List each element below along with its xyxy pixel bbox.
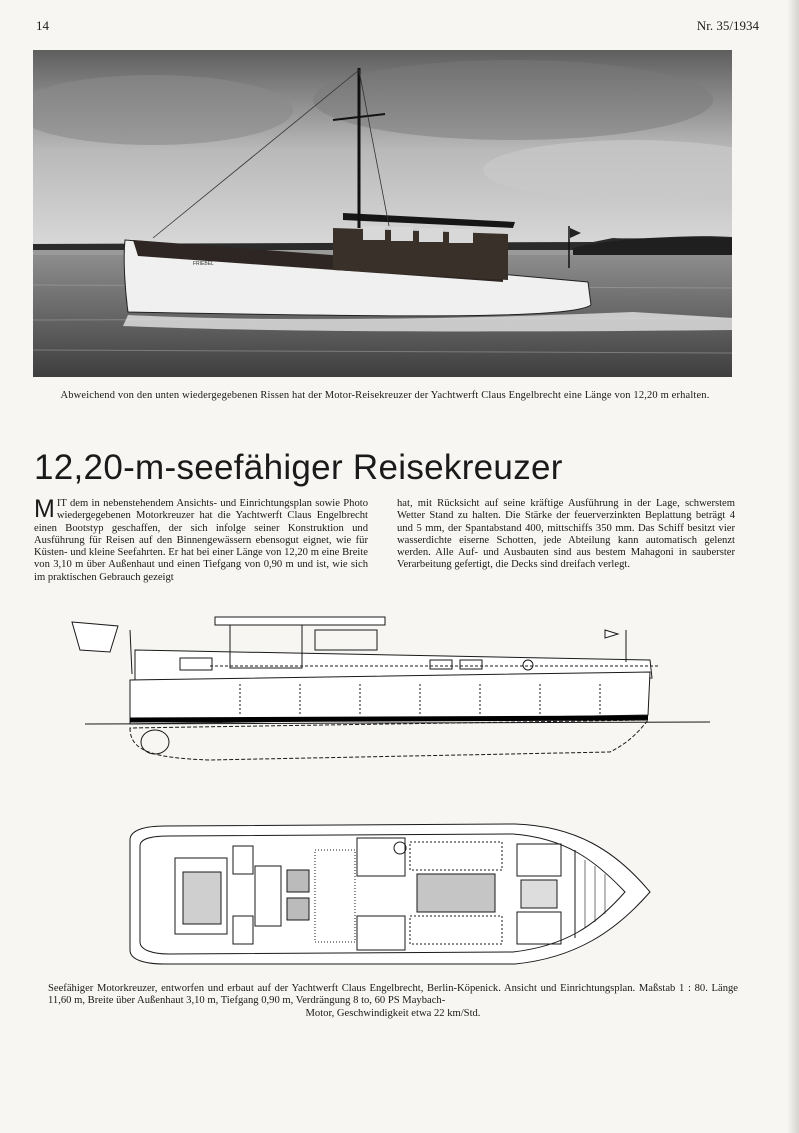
body-text-left: IT dem in nebenstehendem Ansichts- und Einrichtungsplan sowie Photo wiedergegebenen Motorkreuzer hat die Yachtwerft Claus Engelbrecht einen Bootstyp geschaffen, der sich infolge seiner Konstruktion und Ausführung für Reisen auf den Binnengewässern ebensogut eignet, wie für Küsten- und kleine Seefahrten. Er hat bei einer Länge von 12,20 m eine Breite von 3,10 m über Außenhaut und einen Tiefgang von 0,90 m und ist, wie sich im praktischen Gebrauch gezeigt xyxy=(34,498,368,583)
boat-name: FRIEBEL xyxy=(193,261,214,267)
plan-caption-main: Seefähiger Motorkreuzer, entworfen und erbaut auf der Yachtwerft Claus Engelbrecht, Berlin-Köpenick. Ansicht und Einrichtungsplan. Maßstab 1 : 80. Länge 11,60 m, Breite über Außenhaut 3,10 m, Tiefgang 0,90 m, Verdrängung 8 to, 60 PS Maybach- xyxy=(48,983,738,1007)
page-edge-shadow xyxy=(787,0,799,1133)
page-header xyxy=(36,14,759,34)
yacht-photo-image xyxy=(33,50,732,377)
yacht-photo xyxy=(33,50,732,377)
issue-number: Nr. 35/1934 xyxy=(696,18,759,33)
photo-caption: Abweichend von den unten wiedergegebenen Rissen hat der Motor-Reisekreuzer der Yachtwerft Claus Engelbrecht eine Länge von 12,20 m erhalten. xyxy=(60,390,710,401)
body-text-right: hat, mit Rücksicht auf seine kräftige Ausführung in der Lage, schwerstem Wetter Stand zu halten. Die Stärke der feuerverzinkten Beplattung beträgt 4 und 5 mm, der Spantabstand 400, mittschiffs 350 mm. Das Schiff besitzt vier wasserdichte eiserne Schotten, jede Abteilung kann automatisch gelenzt werden. Alle Auf- und Ausbauten sind aus bestem Mahagoni in sauberster Verarbeitung gefertigt, die Decks sind dreifach verlegt. xyxy=(397,498,735,571)
article-headline: 12,20-m-seefähiger Reisekreuzer xyxy=(34,448,563,487)
plan-caption xyxy=(48,983,738,1020)
plan-caption-last-line: Motor, Geschwindigkeit etwa 22 km/Std. xyxy=(305,1007,481,1019)
deck-plan-drawing xyxy=(125,820,655,970)
page-number: 14 xyxy=(36,18,49,33)
body-column-right xyxy=(397,498,735,572)
side-elevation-drawing xyxy=(70,612,735,772)
body-column-left xyxy=(34,495,368,584)
dropcap: M xyxy=(34,495,55,523)
